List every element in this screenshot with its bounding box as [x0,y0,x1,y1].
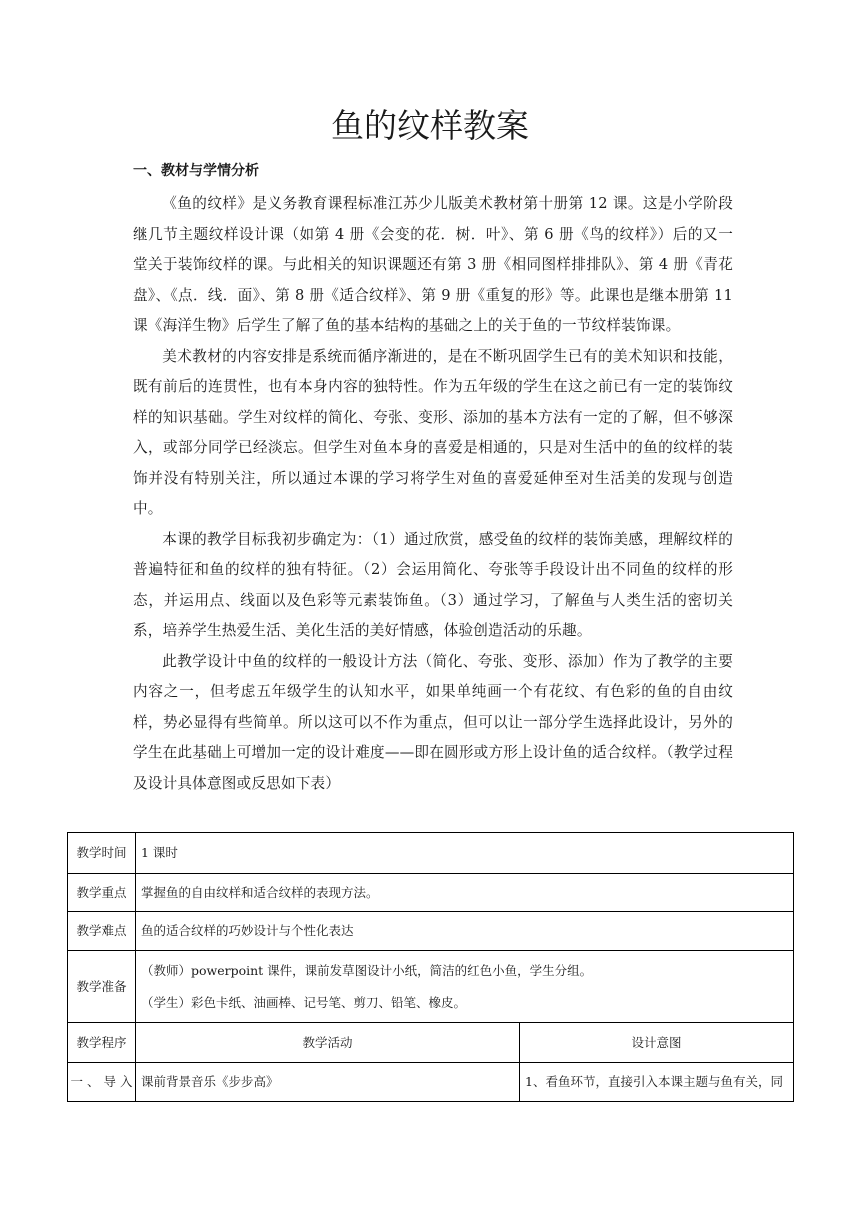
step-activity: 课前背景音乐《步步高》 [136,1063,520,1102]
step-label: 一 、 导 入 [68,1063,136,1102]
table-header-row [68,1023,794,1063]
row-label: 教学时间 [68,833,136,874]
lesson-plan-table [67,832,794,1102]
table-row [68,874,794,912]
table-row [68,951,794,1023]
intent-header: 设计意图 [520,1023,794,1063]
step-intent: 1、看鱼环节，直接引入本课主题与鱼有关，同 [520,1063,794,1102]
prep-teacher: （教师）powerpoint 课件，课前发草图设计小纸，简洁的红色小鱼，学生分组。 [141,962,593,978]
activities-header: 教学活动 [136,1023,520,1063]
paragraph: 美术教材的内容安排是系统而循序渐进的，是在不断巩固学生已有的美术知识和技能，既有前后的连贯性，也有本身内容的独特性。作为五年级的学生在这之前已有一定的装饰纹样的知识基础。学生对纹样的简化、夸张、变形、添加的基本方法有一定的了解，但不够深入，或部分同学已经淡忘。但学生对鱼本身的喜爱是相通的，只是对生活中的鱼的纹样的装饰并没有特别关注，所以通过本课的学习将学生对鱼的喜爱延伸至对生活美的发现与创造中。 [133,347,733,517]
page-title: 鱼的纹样教案 [331,106,529,145]
paragraph: 《鱼的纹样》是义务教育课程标准江苏少儿版美术教材第十册第 12 课。这是小学阶段继几节主题纹样设计课（如第 4 册《会变的花．树．叶》、第 6 册《鸟的纹样》）后的又一堂关于装饰纹样的课。与此相关的知识课题还有第 3 册《相同图样排排队》、第 4 册《青花盘》、《点．线．面》、第 8 册《适合纹样》、第 9 册《重复的形》等。此课也是继本册第 11 课《海洋生物》后学生了解了鱼的基本结构的基础之上的关于鱼的一节纹样装饰课。 [133,195,733,334]
prep-student: （学生）彩色卡纸、油画棒、记号笔、剪刀、铅笔、橡皮。 [141,994,467,1010]
row-label: 教学重点 [68,874,136,912]
row-value [136,951,794,1023]
table-row [68,1063,794,1102]
paragraph: 此教学设计中鱼的纹样的一般设计方法（简化、夸张、变形、添加）作为了教学的主要内容之一，但考虑五年级学生的认知水平，如果单纯画一个有花纹、有色彩的鱼的自由纹样，势必显得有些简单。所以这可以不作为重点，但可以让一部分学生选择此设计，另外的学生在此基础上可增加一定的设计难度——即在圆形或方形上设计鱼的适合纹样。（教学过程及设计具体意图或反思如下表） [133,652,733,792]
table-row [68,912,794,951]
row-value: 1 课时 [136,833,794,874]
row-label: 教学准备 [68,951,136,1023]
procedure-header: 教学程序 [68,1023,136,1063]
row-value: 鱼的适合纹样的巧妙设计与个性化表达 [136,912,794,951]
row-label: 教学难点 [68,912,136,951]
section-heading: 一、教材与学情分析 [133,163,259,179]
paragraph: 本课的教学目标我初步确定为：（1）通过欣赏，感受鱼的纹样的装饰美感，理解纹样的普遍特征和鱼的纹样的独有特征。（2）会运用简化、夸张等手段设计出不同鱼的纹样的形态，并运用点、线面以及色彩等元素装饰鱼。（3）通过学习，了解鱼与人类生活的密切关系，培养学生热爱生活、美化生活的美好情感，体验创造活动的乐趣。 [133,530,733,639]
body-text [133,189,733,799]
table-row [68,833,794,874]
row-value: 掌握鱼的自由纹样和适合纹样的表现方法。 [136,874,794,912]
